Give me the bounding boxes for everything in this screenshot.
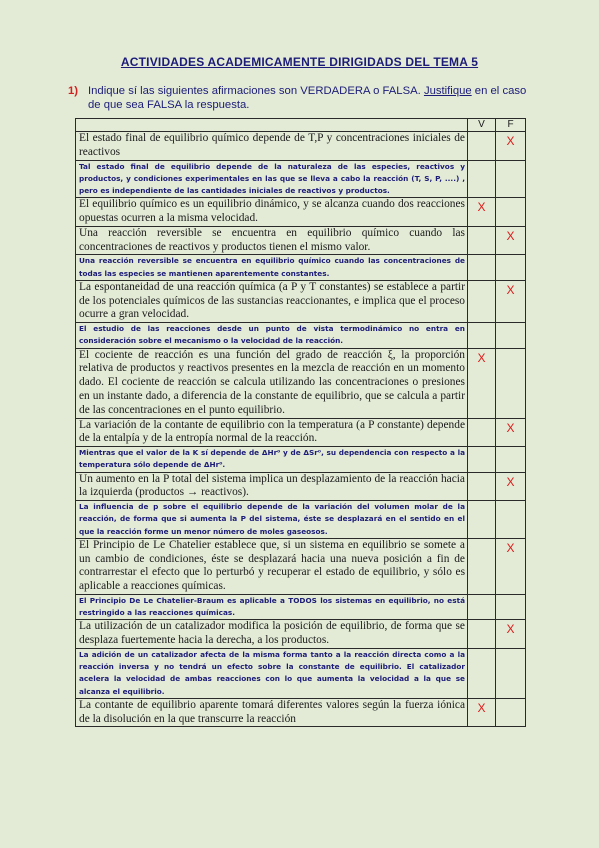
- explanation-row: [76, 160, 526, 198]
- false-mark: X: [496, 620, 526, 649]
- true-mark: X: [468, 698, 496, 727]
- false-mark: [496, 255, 526, 280]
- true-mark: [468, 501, 496, 539]
- statement-text: La espontaneidad de una reacción química (a P y T constantes) se establece a partir de los potenciales químicos de las sustancias reaccionantes, e implica que el proceso ocurre a gran velocidad.: [76, 280, 468, 322]
- statement-text: Un aumento en la P total del sistema implica un desplazamiento de la reacción hacia la izquierda (productos → reactivos).: [76, 472, 468, 501]
- explanation-text: Tal estado final de equilibrio depende de la naturaleza de las especies, reactivos y productos, y condiciones experimentales en las que se lleva a cabo la reacción (T, S, P, ....) , pero es independiente de las cantidades iniciales de reactivos y productos.: [76, 160, 468, 198]
- false-mark: X: [496, 132, 526, 161]
- true-mark: [468, 132, 496, 161]
- true-mark: [468, 255, 496, 280]
- statement-text: La variación de la contante de equilibrio con la temperatura (a P constante) depende de la entalpía y de la entropía normal de la reacción.: [76, 418, 468, 447]
- true-mark: X: [468, 348, 496, 418]
- false-mark: [496, 447, 526, 472]
- statement-row: [76, 472, 526, 501]
- true-mark: [468, 226, 496, 255]
- statement-text: Una reacción reversible se encuentra en equilibrio químico cuando las concentraciones de reactivos y productos tienen el mismo valor.: [76, 226, 468, 255]
- question-1: [68, 84, 532, 112]
- answers-table: [75, 118, 526, 727]
- true-mark: [468, 648, 496, 698]
- question-text-underlined: Justifique: [423, 85, 472, 97]
- true-mark: X: [468, 198, 496, 227]
- explanation-row: [76, 594, 526, 619]
- false-mark: [496, 348, 526, 418]
- statement-row: [76, 698, 526, 727]
- false-mark: [496, 501, 526, 539]
- explanation-text: El Principio De Le Chatelier-Braum es aplicable a TODOS los sistemas en equilibrio, no está restringido a las reacciones químicas.: [76, 594, 468, 619]
- false-mark: [496, 198, 526, 227]
- explanation-text: Mientras que el valor de la K sí depende de ΔHr⁰ y de ΔSr⁰, su dependencia con respecto a la temperatura sólo depende de ΔHr⁰.: [76, 447, 468, 472]
- statement-text: El estado final de equilibrio químico depende de T,P y concentraciones iniciales de reactivos: [76, 132, 468, 161]
- statement-row: [76, 198, 526, 227]
- true-mark: [468, 472, 496, 501]
- statement-row: [76, 620, 526, 649]
- statement-row: [76, 132, 526, 161]
- explanation-row: [76, 501, 526, 539]
- statement-text: El Principio de Le Chatelier establece que, si un sistema en equilibrio se somete a un cambio de condiciones, éste se desplazará hacia una nueva posición a fin de contrarrestar el efecto que lo perturbó y recuperar el estado de equilibrio, y sólo es aplicable a reacciones químicas.: [76, 538, 468, 594]
- false-mark: [496, 698, 526, 727]
- true-mark: [468, 418, 496, 447]
- document-title: ACTIVIDADES ACADEMICAMENTE DIRIGIDADS DEL TEMA 5: [120, 55, 479, 69]
- explanation-text: El estudio de las reacciones desde un punto de vista termodinámico no entra en consideración sobre el mecanismo o la velocidad de la reacción.: [76, 323, 468, 348]
- question-number: 1): [68, 85, 79, 97]
- statement-row: [76, 538, 526, 594]
- table-header-row: [76, 119, 526, 132]
- true-mark: [468, 280, 496, 322]
- statement-row: [76, 280, 526, 322]
- header-f: F: [496, 119, 526, 132]
- true-mark: [468, 160, 496, 198]
- true-mark: [468, 620, 496, 649]
- false-mark: [496, 648, 526, 698]
- statement-text: El cociente de reacción es una función del grado de reacción ξ, la proporción relativa de productos y reactivos presentes en la mezcla de reacción en un momento dado. El cociente de reacción se calcula utilizando las concentraciones o presiones en un instante dado, a diferencia de la constante de equilibrio, que se calcula a partir de las concentraciones en el punto equilibrio.: [76, 348, 468, 418]
- true-mark: [468, 447, 496, 472]
- false-mark: X: [496, 472, 526, 501]
- statement-row: [76, 348, 526, 418]
- question-text-before: Indique sí las siguientes afirmaciones son VERDADERA o FALSA.: [88, 85, 424, 97]
- explanation-text: La influencia de p sobre el equilibrio depende de la variación del volumen molar de la reacción, de forma que si aumenta la P del sistema, éste se desplazará en el sentido en el que la reacción forme un menor número de moles gaseosos.: [76, 501, 468, 539]
- true-mark: [468, 594, 496, 619]
- statement-row: [76, 418, 526, 447]
- explanation-row: [76, 255, 526, 280]
- false-mark: [496, 160, 526, 198]
- header-statement: [76, 119, 468, 132]
- false-mark: X: [496, 418, 526, 447]
- explanation-text: La adición de un catalizador afecta de la misma forma tanto a la reacción directa como a la reacción inversa y no tendrá un efecto sobre la constante de equilibrio. El catalizador acelera la velocidad de ambas reacciones con lo que aumenta la velocidad a la que se alcanza el equilibrio.: [76, 648, 468, 698]
- false-mark: X: [496, 538, 526, 594]
- statement-text: La contante de equilibrio aparente tomará diferentes valores según la fuerza iónica de la disolución en la que transcurre la reacción: [76, 698, 468, 727]
- false-mark: [496, 594, 526, 619]
- explanation-text: Una reacción reversible se encuentra en equilibrio químico cuando las concentraciones de todas las especies se mantienen aparentemente constantes.: [76, 255, 468, 280]
- question-text-after: en el caso de que sea FALSA la respuesta.: [88, 85, 527, 111]
- true-mark: [468, 323, 496, 348]
- statement-text: La utilización de un catalizador modifica la posición de equilibrio, de forma que se desplaza fuertemente hacia la derecha, a los productos.: [76, 620, 468, 649]
- false-mark: X: [496, 226, 526, 255]
- explanation-row: [76, 323, 526, 348]
- false-mark: [496, 323, 526, 348]
- true-mark: [468, 538, 496, 594]
- header-v: V: [468, 119, 496, 132]
- statement-row: [76, 226, 526, 255]
- explanation-row: [76, 447, 526, 472]
- false-mark: X: [496, 280, 526, 322]
- statement-text: El equilibrio químico es un equilibrio dinámico, y se alcanza cuando dos reacciones opuestas ocurren a la misma velocidad.: [76, 198, 468, 227]
- explanation-row: [76, 648, 526, 698]
